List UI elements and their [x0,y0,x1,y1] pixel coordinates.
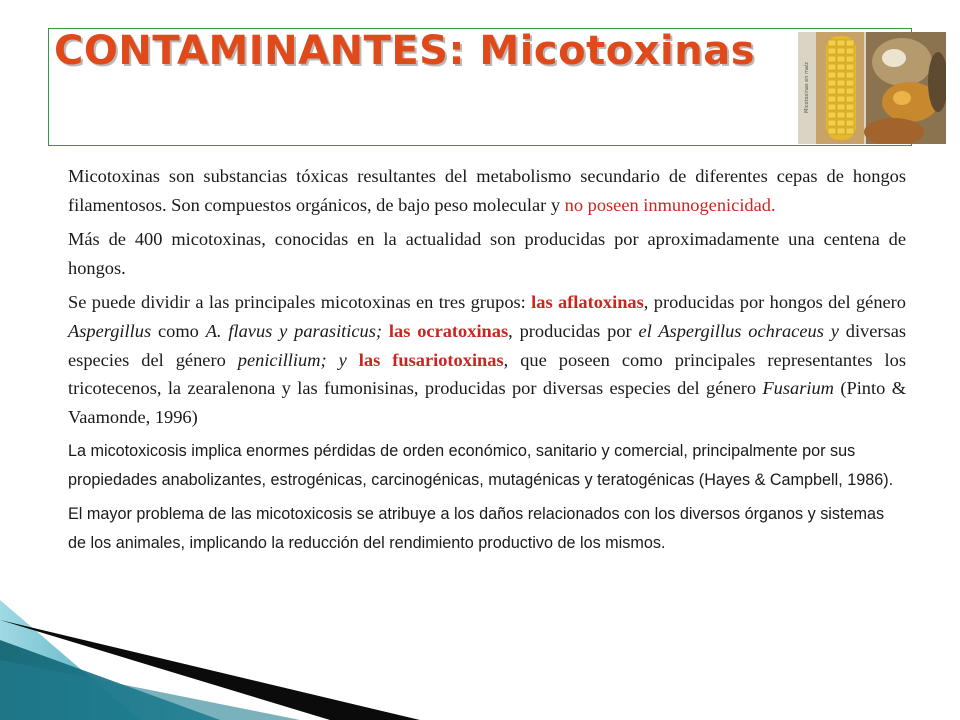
paragraph-problem: El mayor problema de las micotoxicosis se atribuye a los daños relacionados con los diversos órganos y sistemas de los animales, implicando la reducción del rendimiento productivo de los mismos. [68,505,885,553]
slide-title: CONTAMINANTES: Micotoxinas [54,28,756,74]
term-ocratoxinas: las ocratoxinas [388,320,509,341]
paragraph-losses: La micotoxicosis implica enormes pérdidas de orden económico, sanitario y comercial, principalmente por sus propiedades anabolizantes, estrogénicas, carcinogénicas, mutagénicas y teratogénicas (Hayes & Campbell, 1986). [68,442,894,490]
paragraph-groups: Se puede dividir a las principales micotoxinas en tres grupos: las aflatoxinas, producidas por hongos del género Aspergillus como A. flavus y parasiticus; las ocratoxinas, producidas por el Aspergillus ochraceus y diversas especies del género penicillium; y las fusariotoxinas, que poseen como principales representantes los tricotecenos, la zearalenona y las fumonisinas, producidas por diversas especies del género Fusarium (Pinto & Vaamonde, 1996) [68,292,907,427]
slide-body [68,162,906,563]
term-fusariotoxinas: las fusariotoxinas [358,349,504,370]
term-aflatoxinas: las aflatoxinas [531,292,644,313]
paragraph-definition: Micotoxinas son substancias tóxicas resultantes del metabolismo secundario de diferentes cepas de hongos filamentosos. Son compuestos orgánicos, de bajo peso molecular y no poseen inmunogenicidad. [68,166,906,215]
image-caption: Micotoxinas en maíz [804,62,810,114]
paragraph-count: Más de 400 micotoxinas, conocidas en la actualidad son producidas por aproximadamente una centena de hongos. [68,229,906,278]
corn-photo [798,32,946,144]
highlight-immunogenicity: no poseen inmunogenicidad. [564,194,776,215]
decorative-swoosh [0,560,420,720]
